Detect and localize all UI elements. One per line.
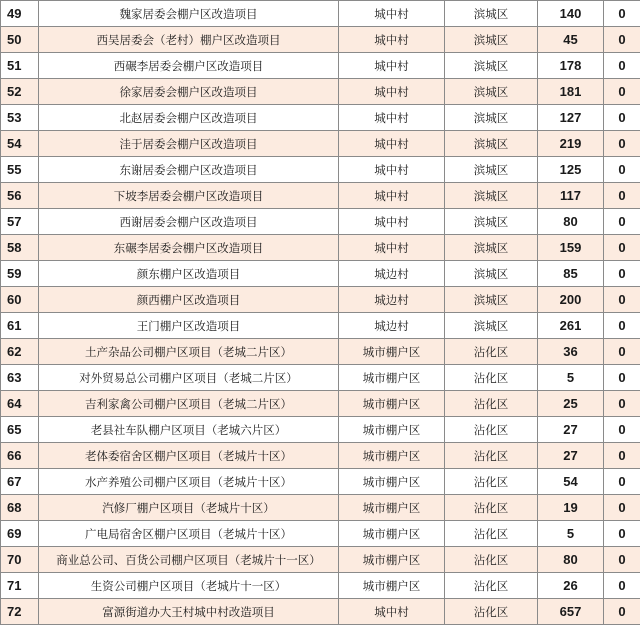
table-row — [1, 183, 640, 209]
table-row — [1, 131, 640, 157]
household-count-cell: 178 — [538, 53, 604, 79]
project-name-cell: 水产养殖公司棚户区项目（老城片十区） — [39, 469, 339, 495]
household-count-cell: 261 — [538, 313, 604, 339]
district-cell: 滨城区 — [445, 27, 538, 53]
table-row — [1, 573, 640, 599]
household-count-cell: 80 — [538, 547, 604, 573]
row-number-cell: 57 — [1, 209, 39, 235]
project-type-cell: 城中村 — [339, 131, 445, 157]
household-count-cell: 80 — [538, 209, 604, 235]
household-count-cell: 200 — [538, 287, 604, 313]
district-cell: 滨城区 — [445, 261, 538, 287]
household-count-cell: 85 — [538, 261, 604, 287]
zero-value-cell: 0 — [604, 443, 640, 469]
household-count-cell: 27 — [538, 443, 604, 469]
project-name-cell: 生资公司棚户区项目（老城片十一区） — [39, 573, 339, 599]
district-cell: 沾化区 — [445, 573, 538, 599]
household-count-cell: 181 — [538, 79, 604, 105]
project-name-cell: 北赵居委会棚户区改造项目 — [39, 105, 339, 131]
project-name-cell: 颜东棚户区改造项目 — [39, 261, 339, 287]
table-row — [1, 495, 640, 521]
project-name-cell: 广电局宿舍区棚户区项目（老城片十区） — [39, 521, 339, 547]
zero-value-cell: 0 — [604, 365, 640, 391]
district-cell: 沾化区 — [445, 339, 538, 365]
table-row — [1, 365, 640, 391]
district-cell: 沾化区 — [445, 495, 538, 521]
project-name-cell: 老县社车队棚户区项目（老城六片区） — [39, 417, 339, 443]
zero-value-cell: 0 — [604, 313, 640, 339]
table-row — [1, 261, 640, 287]
project-type-cell: 城市棚户区 — [339, 573, 445, 599]
project-name-cell: 对外贸易总公司棚户区项目（老城二片区） — [39, 365, 339, 391]
project-type-cell: 城市棚户区 — [339, 339, 445, 365]
district-cell: 沾化区 — [445, 599, 538, 625]
district-cell: 沾化区 — [445, 547, 538, 573]
row-number-cell: 49 — [1, 1, 39, 27]
project-name-cell: 王门棚户区改造项目 — [39, 313, 339, 339]
district-cell: 沾化区 — [445, 417, 538, 443]
project-type-cell: 城边村 — [339, 261, 445, 287]
zero-value-cell: 0 — [604, 209, 640, 235]
table-row — [1, 391, 640, 417]
household-count-cell: 26 — [538, 573, 604, 599]
project-type-cell: 城中村 — [339, 105, 445, 131]
household-count-cell: 159 — [538, 235, 604, 261]
project-type-cell: 城边村 — [339, 313, 445, 339]
row-number-cell: 54 — [1, 131, 39, 157]
project-type-cell: 城市棚户区 — [339, 521, 445, 547]
project-name-cell: 东碾李居委会棚户区改造项目 — [39, 235, 339, 261]
zero-value-cell: 0 — [604, 53, 640, 79]
row-number-cell: 56 — [1, 183, 39, 209]
project-name-cell: 洼于居委会棚户区改造项目 — [39, 131, 339, 157]
zero-value-cell: 0 — [604, 105, 640, 131]
project-name-cell: 徐家居委会棚户区改造项目 — [39, 79, 339, 105]
project-name-cell: 富源街道办大王村城中村改造项目 — [39, 599, 339, 625]
project-type-cell: 城市棚户区 — [339, 417, 445, 443]
project-name-cell: 土产杂品公司棚户区项目（老城二片区） — [39, 339, 339, 365]
project-type-cell: 城市棚户区 — [339, 365, 445, 391]
project-name-cell: 吉利家禽公司棚户区项目（老城二片区） — [39, 391, 339, 417]
project-type-cell: 城市棚户区 — [339, 391, 445, 417]
household-count-cell: 125 — [538, 157, 604, 183]
district-cell: 滨城区 — [445, 157, 538, 183]
zero-value-cell: 0 — [604, 287, 640, 313]
row-number-cell: 63 — [1, 365, 39, 391]
zero-value-cell: 0 — [604, 131, 640, 157]
table-row — [1, 443, 640, 469]
household-count-cell: 117 — [538, 183, 604, 209]
row-number-cell: 70 — [1, 547, 39, 573]
row-number-cell: 58 — [1, 235, 39, 261]
project-type-cell: 城中村 — [339, 599, 445, 625]
zero-value-cell: 0 — [604, 157, 640, 183]
project-name-cell: 汽修厂棚户区项目（老城片十区） — [39, 495, 339, 521]
project-name-cell: 老体委宿舍区棚户区项目（老城片十区） — [39, 443, 339, 469]
district-cell: 滨城区 — [445, 79, 538, 105]
row-number-cell: 62 — [1, 339, 39, 365]
household-count-cell: 36 — [538, 339, 604, 365]
row-number-cell: 64 — [1, 391, 39, 417]
household-count-cell: 5 — [538, 365, 604, 391]
project-name-cell: 西吴居委会（老村）棚户区改造项目 — [39, 27, 339, 53]
table-row — [1, 209, 640, 235]
zero-value-cell: 0 — [604, 521, 640, 547]
district-cell: 滨城区 — [445, 235, 538, 261]
district-cell: 沾化区 — [445, 443, 538, 469]
zero-value-cell: 0 — [604, 417, 640, 443]
district-cell: 滨城区 — [445, 183, 538, 209]
project-type-cell: 城中村 — [339, 157, 445, 183]
district-cell: 滨城区 — [445, 105, 538, 131]
project-type-cell: 城市棚户区 — [339, 547, 445, 573]
household-count-cell: 140 — [538, 1, 604, 27]
household-count-cell: 19 — [538, 495, 604, 521]
district-cell: 沾化区 — [445, 365, 538, 391]
project-type-cell: 城中村 — [339, 1, 445, 27]
district-cell: 滨城区 — [445, 1, 538, 27]
zero-value-cell: 0 — [604, 547, 640, 573]
household-count-cell: 27 — [538, 417, 604, 443]
district-cell: 沾化区 — [445, 521, 538, 547]
row-number-cell: 67 — [1, 469, 39, 495]
district-cell: 滨城区 — [445, 313, 538, 339]
table-row — [1, 27, 640, 53]
table-row — [1, 417, 640, 443]
table-row — [1, 157, 640, 183]
table-row — [1, 235, 640, 261]
table-row — [1, 469, 640, 495]
zero-value-cell: 0 — [604, 495, 640, 521]
zero-value-cell: 0 — [604, 469, 640, 495]
zero-value-cell: 0 — [604, 339, 640, 365]
district-cell: 沾化区 — [445, 469, 538, 495]
table-row — [1, 313, 640, 339]
zero-value-cell: 0 — [604, 235, 640, 261]
project-type-cell: 城市棚户区 — [339, 469, 445, 495]
project-type-cell: 城边村 — [339, 287, 445, 313]
household-count-cell: 54 — [538, 469, 604, 495]
zero-value-cell: 0 — [604, 27, 640, 53]
row-number-cell: 53 — [1, 105, 39, 131]
table-row — [1, 547, 640, 573]
row-number-cell: 68 — [1, 495, 39, 521]
household-count-cell: 657 — [538, 599, 604, 625]
table-row — [1, 53, 640, 79]
project-name-cell: 东谢居委会棚户区改造项目 — [39, 157, 339, 183]
project-type-cell: 城中村 — [339, 79, 445, 105]
project-name-cell: 西碾李居委会棚户区改造项目 — [39, 53, 339, 79]
table-row — [1, 339, 640, 365]
project-type-cell: 城中村 — [339, 183, 445, 209]
row-number-cell: 55 — [1, 157, 39, 183]
zero-value-cell: 0 — [604, 79, 640, 105]
row-number-cell: 61 — [1, 313, 39, 339]
row-number-cell: 50 — [1, 27, 39, 53]
zero-value-cell: 0 — [604, 391, 640, 417]
row-number-cell: 65 — [1, 417, 39, 443]
district-cell: 滨城区 — [445, 287, 538, 313]
project-type-cell: 城中村 — [339, 53, 445, 79]
project-name-cell: 西谢居委会棚户区改造项目 — [39, 209, 339, 235]
row-number-cell: 72 — [1, 599, 39, 625]
row-number-cell: 59 — [1, 261, 39, 287]
table-row — [1, 521, 640, 547]
zero-value-cell: 0 — [604, 573, 640, 599]
zero-value-cell: 0 — [604, 599, 640, 625]
district-cell: 滨城区 — [445, 131, 538, 157]
district-cell: 滨城区 — [445, 209, 538, 235]
project-name-cell: 颜西棚户区改造项目 — [39, 287, 339, 313]
project-type-cell: 城市棚户区 — [339, 443, 445, 469]
project-type-cell: 城中村 — [339, 27, 445, 53]
project-type-cell: 城市棚户区 — [339, 495, 445, 521]
project-type-cell: 城中村 — [339, 209, 445, 235]
table-row — [1, 1, 640, 27]
household-count-cell: 5 — [538, 521, 604, 547]
row-number-cell: 52 — [1, 79, 39, 105]
project-type-cell: 城中村 — [339, 235, 445, 261]
row-number-cell: 66 — [1, 443, 39, 469]
row-number-cell: 60 — [1, 287, 39, 313]
district-cell: 沾化区 — [445, 391, 538, 417]
household-count-cell: 25 — [538, 391, 604, 417]
table-row — [1, 599, 640, 625]
project-name-cell: 下坡李居委会棚户区改造项目 — [39, 183, 339, 209]
zero-value-cell: 0 — [604, 261, 640, 287]
district-cell: 滨城区 — [445, 53, 538, 79]
project-name-cell: 商业总公司、百货公司棚户区项目（老城片十一区） — [39, 547, 339, 573]
table-body — [1, 1, 640, 625]
table-row — [1, 79, 640, 105]
household-count-cell: 45 — [538, 27, 604, 53]
zero-value-cell: 0 — [604, 183, 640, 209]
table-row — [1, 287, 640, 313]
zero-value-cell: 0 — [604, 1, 640, 27]
row-number-cell: 69 — [1, 521, 39, 547]
household-count-cell: 219 — [538, 131, 604, 157]
household-count-cell: 127 — [538, 105, 604, 131]
project-name-cell: 魏家居委会棚户区改造项目 — [39, 1, 339, 27]
row-number-cell: 71 — [1, 573, 39, 599]
table-row — [1, 105, 640, 131]
row-number-cell: 51 — [1, 53, 39, 79]
